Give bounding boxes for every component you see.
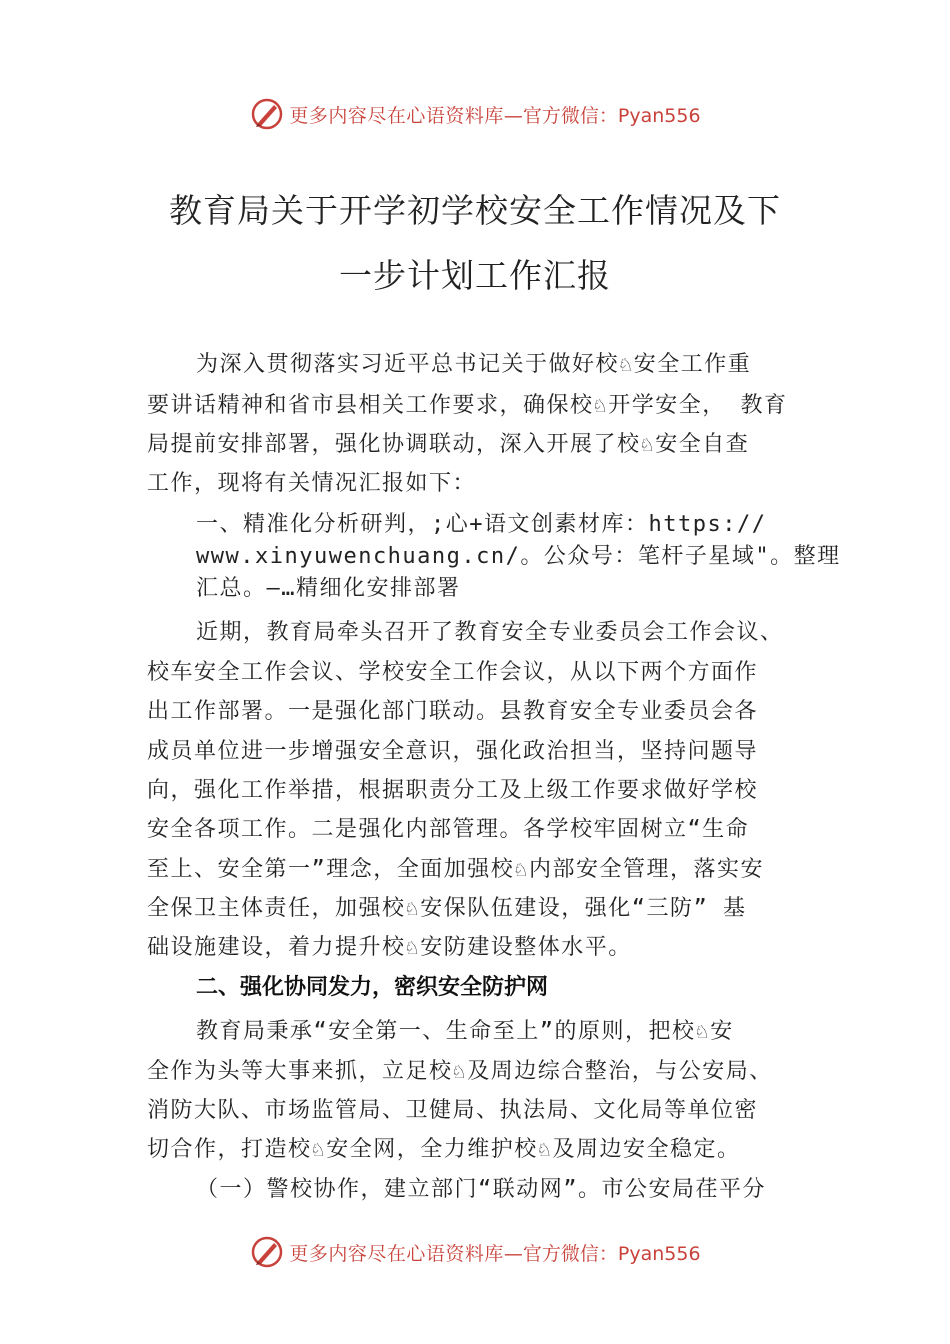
- watermark-wechat-text: —官方微信：Pyan556: [503, 104, 701, 127]
- paragraph-2-line: 成员单位进一步增强安全意识，强化政治担当，坚持问题导: [147, 739, 759, 764]
- paragraph-4-line: （一）警校协作，建立部门“联动网”。市公安局荏平分: [196, 1177, 766, 1202]
- paragraph-2-line: 安全各项工作。二是强化内部管理。各学校牢固树立“生命: [147, 817, 750, 842]
- paragraph-1-line: 局提前安排部署，强化协调联动，深入开展了校♘安全自查: [147, 432, 750, 457]
- watermark-brand-text: 更多内容尽在心语资料库: [289, 104, 504, 127]
- watermark-banner-bottom: [0, 1232, 950, 1272]
- paragraph-2-line: 近期，教育局牵头召开了教育安全专业委员会工作会议、: [196, 620, 784, 645]
- watermark-banner-top: [0, 94, 950, 134]
- watermark-wechat-text: —官方微信：Pyan556: [503, 1242, 701, 1265]
- paragraph-2-line: 础设施建设，着力提升校♘安防建设整体水平。: [147, 935, 632, 960]
- pen-logo-icon: [249, 1234, 285, 1270]
- paragraph-1-line: 要讲话精神和省市县相关工作要求，确保校♘开学安全， 教育: [147, 393, 788, 418]
- item-1-line: www.xinyuwenchuang.cn/。公众号：笔杆子星域"。整理: [196, 544, 841, 569]
- pen-logo-icon: [249, 96, 285, 132]
- paragraph-2-line: 出工作部署。一是强化部门联动。县教育安全专业委员会各: [147, 699, 759, 724]
- paragraph-2-line: 至上、安全第一”理念，全面加强校♘内部安全管理，落实安: [147, 857, 764, 882]
- paragraph-2-line: 全保卫主体责任，加强校♘安保队伍建设，强化“三防” 基: [147, 896, 747, 921]
- item-1-line: 汇总。—…精细化安排部署: [196, 576, 461, 601]
- paragraph-3-line: 消防大队、市场监管局、卫健局、执法局、文化局等单位密: [147, 1098, 759, 1123]
- paragraph-2-line: 校车安全工作会议、学校安全工作会议，从以下两个方面作: [147, 660, 759, 685]
- paragraph-2-line: 向，强化工作举措，根据职责分工及上级工作要求做好学校: [147, 778, 759, 803]
- paragraph-3-line: 教育局秉承“安全第一、生命至上”的原则，把校♘安: [196, 1019, 734, 1044]
- paragraph-1-line: 为深入贯彻落实习近平总书记关于做好校♘安全工作重: [196, 352, 752, 377]
- paragraph-3-line: 切合作，打造校♘安全网，全力维护校♘及周边安全稳定。: [147, 1137, 741, 1162]
- item-1-line: 一、精准化分析研判，;心+语文创素材库：https://: [196, 512, 767, 537]
- section-heading-2: 二、强化协同发力，密织安全防护网: [196, 975, 549, 1000]
- paragraph-3-line: 全作为头等大事来抓，立足校♘及周边综合整治，与公安局、: [147, 1059, 773, 1084]
- watermark-brand-text: 更多内容尽在心语资料库: [289, 1242, 504, 1265]
- paragraph-1-line: 工作，现将有关情况汇报如下：: [147, 471, 477, 496]
- document-title-line-2: 一步计划工作汇报: [339, 256, 611, 295]
- document-title-line-1: 教育局关于开学初学校安全工作情况及下: [169, 191, 781, 230]
